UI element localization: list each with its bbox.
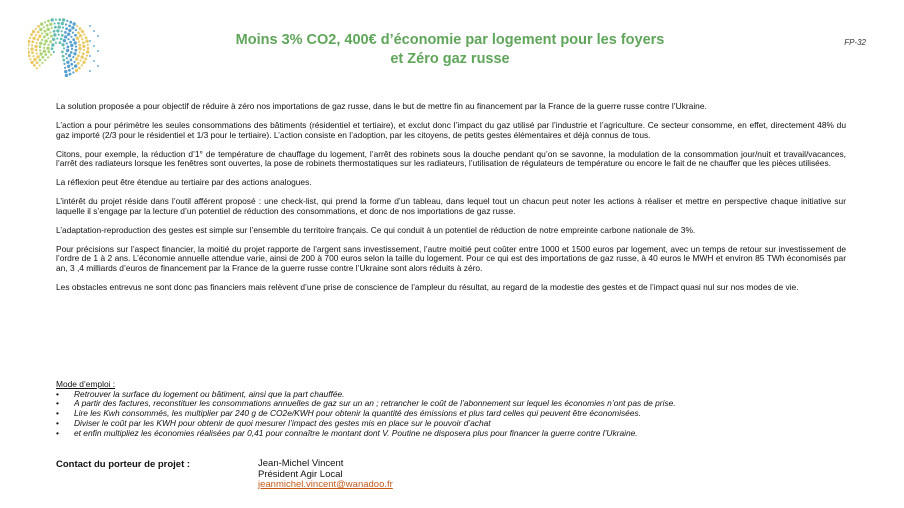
title-line-2: et Zéro gaz russe: [390, 51, 510, 67]
paragraph: La réflexion peut être étendue au tertiaire par des actions analogues.: [56, 177, 312, 188]
paragraph: Pour précisions sur l’aspect financier, la moitié du projet rapporte de l’argent sans investissement, l’autre moitié peut coûter entre 1000 et 1500 euros par logement, avec un temps de retour sur investissement de l’ordre de 1 à 2 ans. L’économie annuelle attendue varie, ainsi de 200 à 700 euros selon la taille du logement. Pour ce qui est des importations de gaz russe, à 40 euros le MWH et environ 85 TWh économisés par an, 3 ,4 milliards d’euros de financement par la France de la guerre russe contre l’Ukraine sont alors réduits à zéro.: [56, 243, 846, 273]
list-item-text: Lire les Kwh consommés, les multiplier par 240 g de CO2e/KWH pour obtenir la quantité des émissions et plus tard celles qui peuvent être économisées.: [74, 408, 641, 419]
paragraph: L’adaptation-reproduction des gestes est simple sur l’ensemble du territoire français. Ce qui conduit à un potentiel de réduction de notre empreinte carbone nationale de 3%.: [56, 224, 696, 235]
fingerprint-logo: [28, 14, 104, 80]
bullet: •: [56, 417, 59, 428]
body-text: [56, 102, 846, 302]
title-line-1: Moins 3% CO2, 400€ d’économie par logement pour les foyers: [235, 32, 665, 48]
bullet: •: [56, 388, 59, 399]
contact-block: [258, 459, 393, 491]
bullet: •: [56, 427, 59, 438]
paragraph: La solution proposée a pour objectif de réduire à zéro nos importations de gaz russe, dans le but de mettre fin au financement par la France de la guerre russe contre l’Ukraine.: [56, 101, 707, 111]
mode-emploi-list: [56, 390, 856, 439]
contact-role: Président Agir Local: [258, 468, 343, 480]
list-item-text: Retrouver la surface du logement ou bâtiment, ainsi que la part chauffée.: [74, 388, 345, 399]
mode-emploi-title: Mode d’emploi :: [56, 379, 116, 389]
list-item-text: et enfin multipliez les économies réalisées par 0,41 pour connaître le montant dont V. Poutine ne disposera plus pour financer la guerre contre l’Ukraine.: [74, 427, 638, 438]
mode-emploi-section: [56, 380, 856, 438]
contact-label: Contact du porteur de projet :: [56, 459, 191, 470]
list-item-text: A partir des factures, reconstituer les consommations annuelles de gaz sur un an ; retrancher le coût de l’abonnement sur lequel les économies n’ont pas de prise.: [74, 398, 676, 409]
paragraph: L’action a pour périmètre les seules consommations des bâtiments (résidentiel et tertiaire), et exclut donc l’impact du gaz utilisé par l’industrie et l’agriculture. Ce secteur consomme, en effet, directement 48% du gaz importé (2/3 pour le résidentiel et 1/3 pour le tertiaire). L’action consiste en l’adoption, par les citoyens, de petits gestes élémentaires et déjà connus de tous.: [56, 119, 846, 140]
reference-code: FP-32: [844, 38, 866, 47]
paragraph: Les obstacles entrevus ne sont donc pas financiers mais relèvent d’une prise de conscience de l’ampleur du résultat, au regard de la modestie des gestes et de l’impact quasi nul sur nos modes de vie.: [56, 281, 799, 292]
paragraph: Citons, pour exemple, la réduction d’1° de température de chauffage du logement, l’arrêt des robinets sous la douche pendant qu’on se savonne, la modulation de la consommation jour/nuit et travail/vacances, l’arrêt des radiateurs lorsque les fenêtres sont ouvertes, la pose de robinets thermostatiques sur les radiateurs, l’utilisation de régulateurs de température ou encore le fait de ne chauffer que les pièces utilisées.: [56, 148, 846, 169]
list-item-text: Diviser le coût par les KWH pour obtenir de quoi mesurer l’impact des gestes mis en place sur le pouvoir d’achat: [74, 417, 491, 428]
contact-name: Jean-Michel Vincent: [258, 458, 344, 469]
page-title: [180, 31, 720, 69]
bullet: •: [56, 408, 59, 419]
bullet: •: [56, 398, 59, 409]
paragraph: L’intérêt du projet réside dans l’outil afférent proposé : une check-list, qui prend la forme d’un tableau, dans lequel tout un chacun peut noter les actions à réaliser et mettre en perspective chaque initiative sur laquelle il s’engage par la lecture d’un potentiel de réduction des consommations, et donc de nos importations de gaz russe.: [56, 196, 846, 216]
list-item: [56, 429, 856, 439]
contact-email-link[interactable]: jeanmichel.vincent@wanadoo.fr: [258, 479, 393, 490]
